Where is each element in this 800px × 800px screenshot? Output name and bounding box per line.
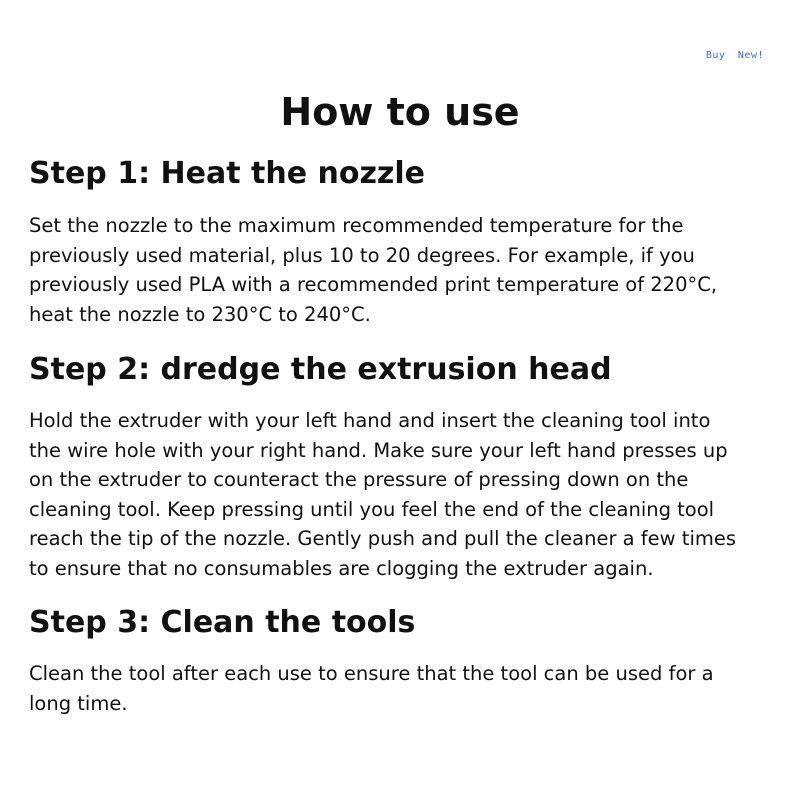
step-1-heading: Step 1: Heat the nozzle xyxy=(29,156,426,191)
step-2-line: cleaning tool. Keep pressing until you feel the end of the cleaning tool xyxy=(29,497,715,521)
step-1-line: previously used material, plus 10 to 20 degrees. For example, if you xyxy=(29,243,695,267)
step-3-heading: Step 3: Clean the tools xyxy=(29,605,416,640)
watermark-text: Buy New! xyxy=(705,50,764,61)
step-1-body xyxy=(29,211,774,329)
step-3-body xyxy=(29,659,774,718)
step-2-line: reach the tip of the nozzle. Gently push and pull the cleaner a few times xyxy=(29,527,737,551)
step-2-line: to ensure that no consumables are clogging the extruder again. xyxy=(29,556,654,580)
step-1-section xyxy=(29,155,774,329)
step-2-line: on the extruder to counteract the pressure of pressing down on the xyxy=(29,468,689,492)
step-2-line: Hold the extruder with your left hand and insert the cleaning tool into xyxy=(29,409,711,432)
step-1-line: previously used PLA with a recommended print temperature of 220°C, xyxy=(29,273,718,297)
step-2-section xyxy=(29,351,774,584)
step-3-section xyxy=(29,604,774,718)
step-1-line: heat the nozzle to 230°C to 240°C. xyxy=(29,302,371,326)
step-3-line: Clean the tool after each use to ensure that the tool can be used for a xyxy=(29,662,714,685)
page-title: How to use xyxy=(280,90,520,134)
step-2-body xyxy=(29,406,774,584)
step-2-line: the wire hole with your right hand. Make sure your left hand presses up xyxy=(29,438,728,462)
step-1-line: Set the nozzle to the maximum recommended temperature for the xyxy=(29,214,684,237)
step-2-heading: Step 2: dredge the extrusion head xyxy=(29,352,612,387)
step-3-line: long time. xyxy=(29,691,128,715)
